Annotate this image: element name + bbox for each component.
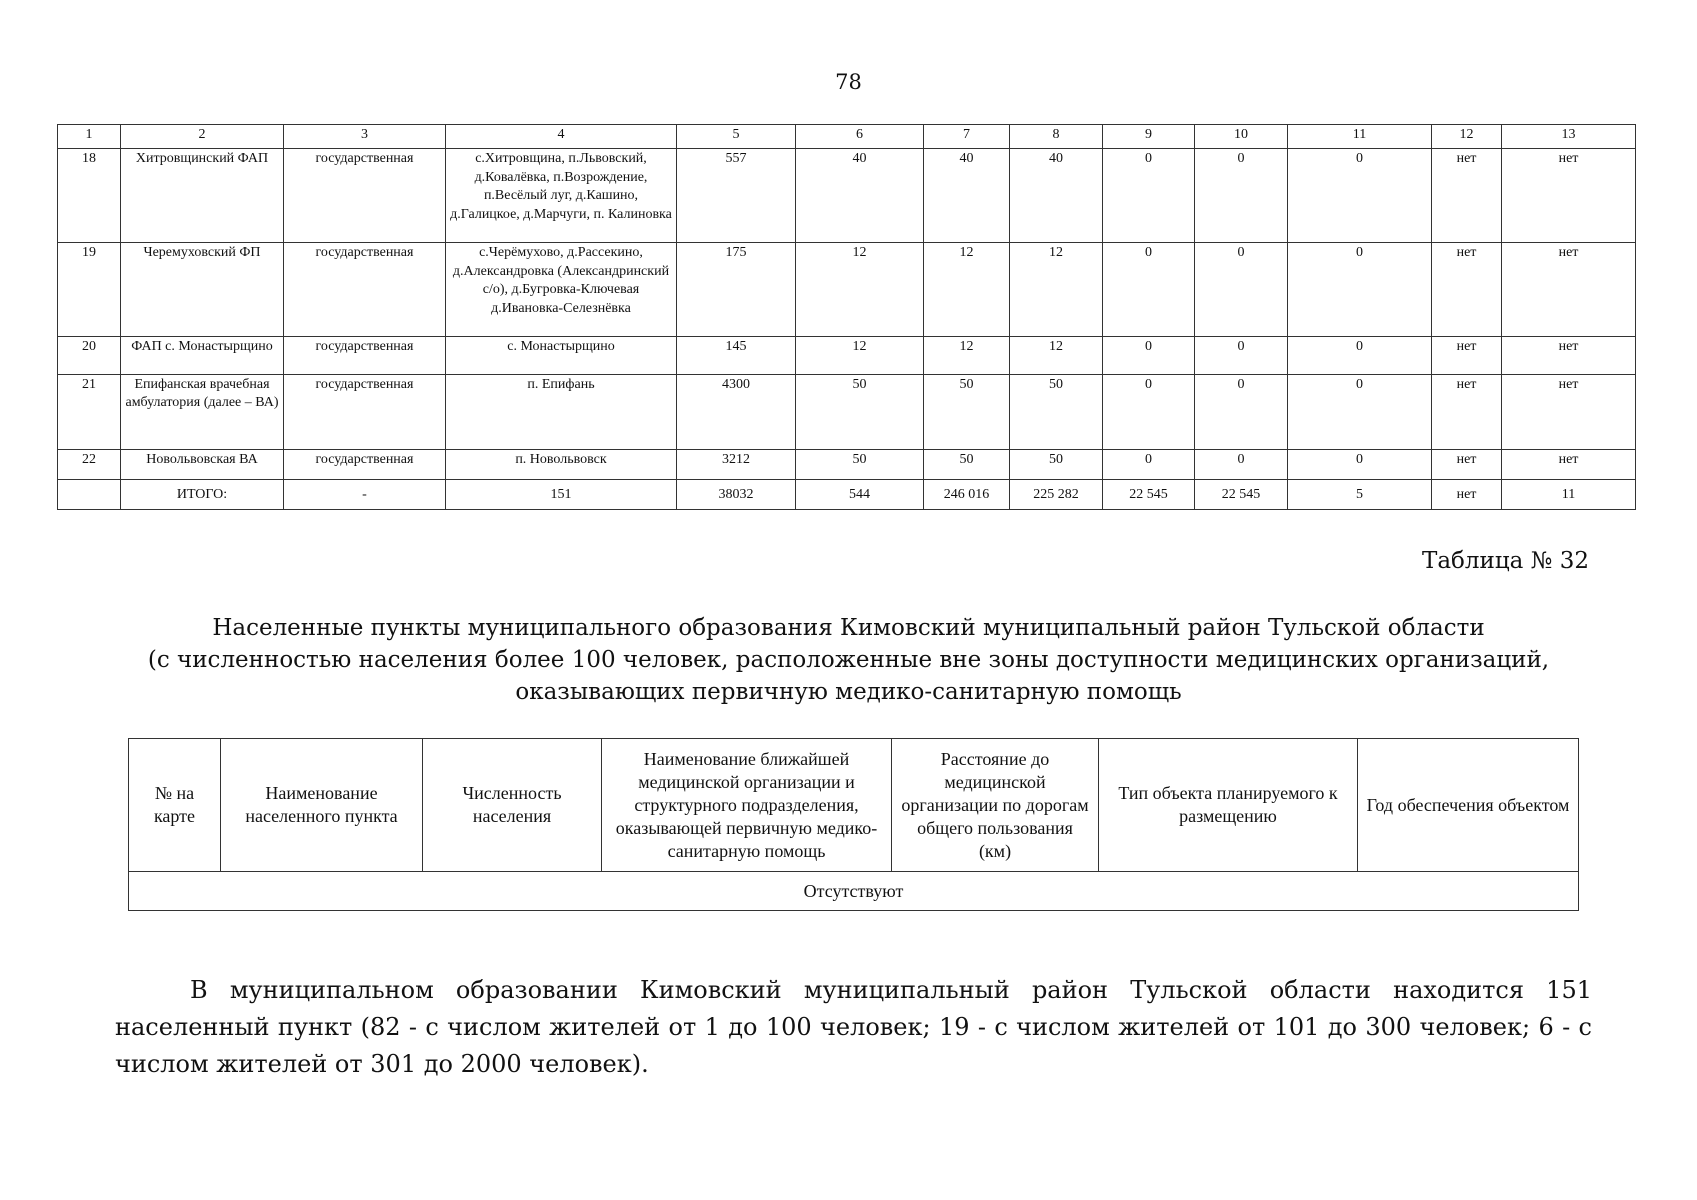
- table-cell: 50: [1010, 450, 1103, 480]
- table-cell: 50: [1010, 375, 1103, 450]
- column-header: Расстояние до медицинской организации по дорогам общего пользования (км): [892, 739, 1099, 872]
- table-cell: нет: [1432, 450, 1502, 480]
- table-cell: ФАП с. Монастырщино: [121, 337, 284, 375]
- table-caption: Таблица № 32: [1422, 548, 1589, 574]
- table-cell: Новольвовская ВА: [121, 450, 284, 480]
- total-cell: ИТОГО:: [121, 480, 284, 510]
- column-number: 7: [924, 125, 1010, 149]
- table-row: [58, 149, 1636, 243]
- table-cell: нет: [1432, 375, 1502, 450]
- column-number: 4: [446, 125, 677, 149]
- table-cell: 12: [1010, 337, 1103, 375]
- total-cell: 22 545: [1103, 480, 1195, 510]
- table-row: [58, 375, 1636, 450]
- table-cell: 40: [924, 149, 1010, 243]
- table-cell: п. Епифань: [446, 375, 677, 450]
- column-number: 9: [1103, 125, 1195, 149]
- table-header-row: [129, 739, 1579, 872]
- table-cell: 0: [1195, 450, 1288, 480]
- table-cell: нет: [1502, 149, 1636, 243]
- table-cell: 0: [1288, 337, 1432, 375]
- total-cell: [58, 480, 121, 510]
- table-cell: 3212: [677, 450, 796, 480]
- total-cell: 22 545: [1195, 480, 1288, 510]
- page-number: 78: [835, 70, 862, 94]
- table-cell: 0: [1195, 149, 1288, 243]
- table-cell: государственная: [284, 149, 446, 243]
- column-header: Наименование ближайшей медицинской организации и структурного подразделения, оказывающей первичную медико-санитарную помощь: [602, 739, 892, 872]
- table-cell: 0: [1195, 337, 1288, 375]
- table-cell: нет: [1502, 375, 1636, 450]
- table-cell: 22: [58, 450, 121, 480]
- table-cell: 0: [1103, 243, 1195, 337]
- table-cell: п. Новольвовск: [446, 450, 677, 480]
- table-cell: 0: [1103, 149, 1195, 243]
- table-cell: 40: [1010, 149, 1103, 243]
- table-cell: 20: [58, 337, 121, 375]
- table-cell: государственная: [284, 243, 446, 337]
- table-cell: с.Хитровщина, п.Львовский, д.Ковалёвка, п.Возрождение, п.Весёлый луг, д.Кашино, д.Галицкое, д.Марчуги, п. Калиновка: [446, 149, 677, 243]
- table-cell: нет: [1502, 450, 1636, 480]
- facilities-table: [57, 124, 1636, 510]
- table-cell: Черемуховский ФП: [121, 243, 284, 337]
- table-cell: 12: [796, 243, 924, 337]
- table-cell: 18: [58, 149, 121, 243]
- table-cell: государственная: [284, 375, 446, 450]
- table-cell: 0: [1288, 243, 1432, 337]
- table-cell: Хитровщинский ФАП: [121, 149, 284, 243]
- table-cell: Епифанская врачебная амбулатория (далее – ВА): [121, 375, 284, 450]
- table-row: [129, 872, 1579, 911]
- column-header: Численность населения: [423, 739, 602, 872]
- body-paragraph: В муниципальном образовании Кимовский муниципальный район Тульской области находится 151 населенный пункт (82 - с числом жителей от 1 до 100 человек; 19 - с числом жителей от 101 до 300 человек; 6 - с числом жителей от 301 до 2000 человек).: [115, 976, 1592, 1078]
- column-number: 1: [58, 125, 121, 149]
- total-cell: нет: [1432, 480, 1502, 510]
- table-cell: 0: [1288, 149, 1432, 243]
- table-cell: 175: [677, 243, 796, 337]
- table-cell: нет: [1432, 337, 1502, 375]
- table-cell: 4300: [677, 375, 796, 450]
- table-title: [0, 612, 1697, 708]
- column-number: 13: [1502, 125, 1636, 149]
- table-cell: 12: [924, 337, 1010, 375]
- table-title-line: оказывающих первичную медико-санитарную помощь: [515, 679, 1182, 705]
- table-cell: нет: [1432, 149, 1502, 243]
- table-cell: 50: [796, 375, 924, 450]
- table-cell: 0: [1103, 450, 1195, 480]
- table-row: [58, 337, 1636, 375]
- total-cell: 151: [446, 480, 677, 510]
- total-row: [58, 480, 1636, 510]
- total-cell: 5: [1288, 480, 1432, 510]
- total-cell: 38032: [677, 480, 796, 510]
- table-title-line: Населенные пункты муниципального образования Кимовский муниципальный район Тульской области: [212, 615, 1485, 641]
- total-cell: 11: [1502, 480, 1636, 510]
- table-cell: 0: [1195, 243, 1288, 337]
- table-cell: 0: [1288, 450, 1432, 480]
- column-number: 10: [1195, 125, 1288, 149]
- table-row: [58, 450, 1636, 480]
- table-cell: 12: [1010, 243, 1103, 337]
- table-cell: 0: [1103, 375, 1195, 450]
- table-cell: 50: [924, 450, 1010, 480]
- column-header: Тип объекта планируемого к размещению: [1099, 739, 1358, 872]
- table-cell: государственная: [284, 337, 446, 375]
- column-number-row: [58, 125, 1636, 149]
- table-cell: 0: [1288, 375, 1432, 450]
- column-number: 6: [796, 125, 924, 149]
- table-cell: 145: [677, 337, 796, 375]
- column-number: 3: [284, 125, 446, 149]
- table-cell: нет: [1502, 337, 1636, 375]
- table-cell: 21: [58, 375, 121, 450]
- column-number: 11: [1288, 125, 1432, 149]
- table-cell: с. Монастырщино: [446, 337, 677, 375]
- table-cell: 557: [677, 149, 796, 243]
- table-row: [58, 243, 1636, 337]
- table-cell: 50: [924, 375, 1010, 450]
- column-header: Год обеспечения объектом: [1358, 739, 1579, 872]
- column-number: 12: [1432, 125, 1502, 149]
- table-cell: 19: [58, 243, 121, 337]
- table-cell: 0: [1103, 337, 1195, 375]
- table-cell: 12: [924, 243, 1010, 337]
- column-number: 8: [1010, 125, 1103, 149]
- total-cell: -: [284, 480, 446, 510]
- table-cell: 0: [1195, 375, 1288, 450]
- column-header: № на карте: [129, 739, 221, 872]
- total-cell: 246 016: [924, 480, 1010, 510]
- column-header: Наименование населенного пункта: [221, 739, 423, 872]
- table-cell: нет: [1502, 243, 1636, 337]
- table-cell: 50: [796, 450, 924, 480]
- settlements-table: [128, 738, 1579, 911]
- empty-state-cell: Отсутствуют: [129, 872, 1579, 911]
- table-cell: нет: [1432, 243, 1502, 337]
- table-cell: 40: [796, 149, 924, 243]
- total-cell: 544: [796, 480, 924, 510]
- table-cell: с.Черёмухово, д.Рассекино, д.Александровка (Александринский с/о), д.Бугровка-Ключевая д.Ивановка-Селезнёвка: [446, 243, 677, 337]
- table-cell: 12: [796, 337, 924, 375]
- column-number: 2: [121, 125, 284, 149]
- table-title-line: (с численностью населения более 100 человек, расположенные вне зоны доступности медицинских организаций,: [147, 647, 1550, 673]
- table-cell: государственная: [284, 450, 446, 480]
- column-number: 5: [677, 125, 796, 149]
- total-cell: 225 282: [1010, 480, 1103, 510]
